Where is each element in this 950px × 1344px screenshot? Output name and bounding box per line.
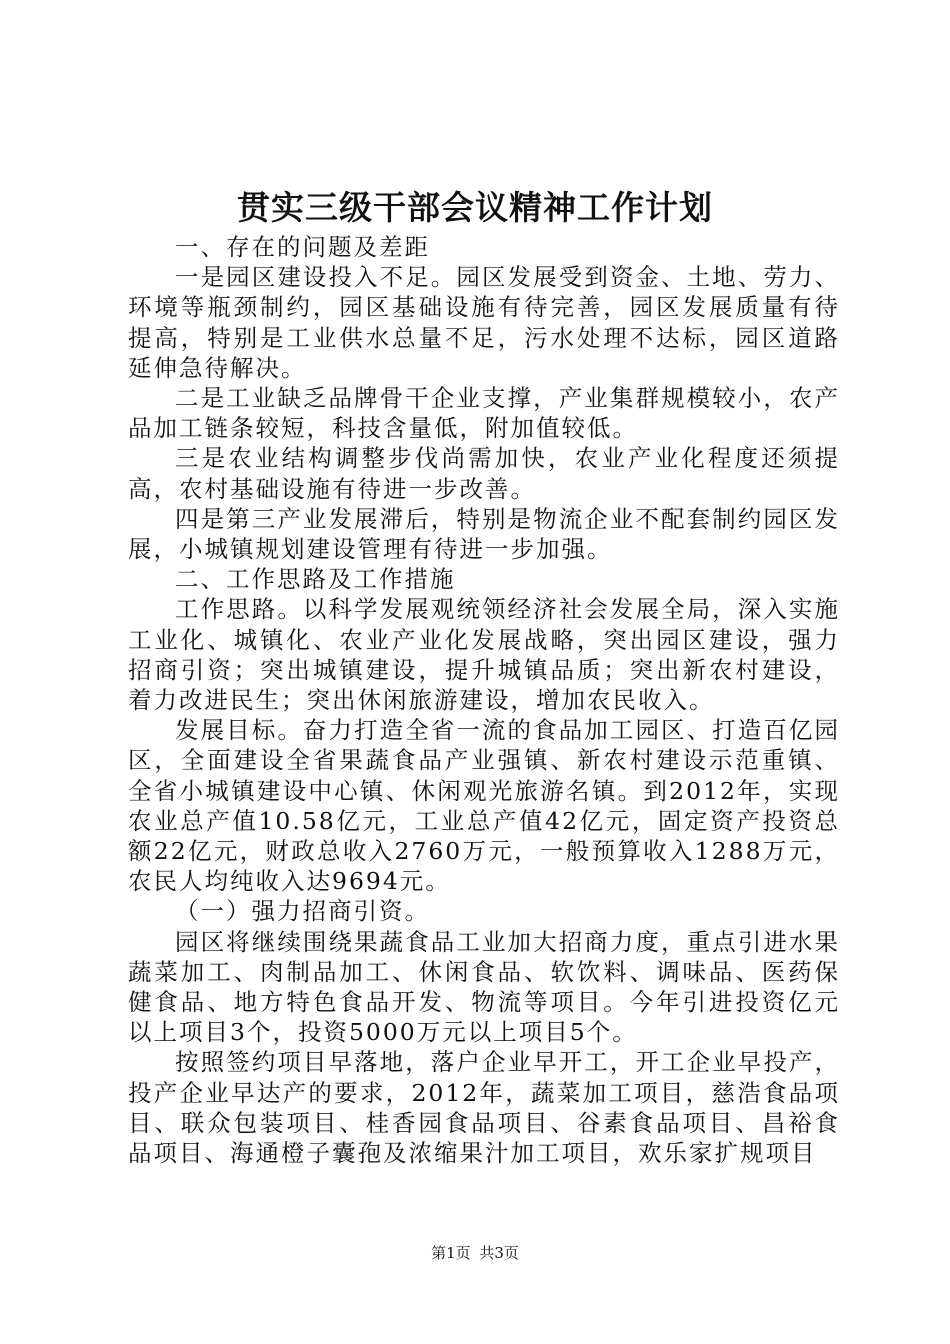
paragraph: 一是园区建设投入不足。园区发展受到资金、土地、劳力、环境等瓶颈制约，园区基础设施有待完善，园区发展质量有待提高，特别是工业供水总量不足，污水处理不达标，园区道路延伸急待解决。 xyxy=(128,263,840,382)
subsection-heading: （一）强力招商引资。 xyxy=(175,897,430,926)
paragraph: 二是工业缺乏品牌骨干企业支撑，产业集群规模较小，农产品加工链条较短，科技含量低，附加值较低。 xyxy=(128,384,840,443)
paragraph: 四是第三产业发展滞后，特别是物流企业不配套制约园区发展，小城镇规划建设管理有待进一步加强。 xyxy=(128,504,840,564)
page-title: 贯实三级干部会议精神工作计划 xyxy=(237,188,713,227)
paragraph: 园区将继续围绕果蔬食品工业加大招商力度，重点引进水果蔬菜加工、肉制品加工、休闲食品、软饮料、调味品、医药保健食品、地方特色食品开发、物流等项目。今年引进投资亿元以上项目3个，投资5000万元以上项目5个。 xyxy=(128,927,840,1047)
paragraph: 发展目标。奋力打造全省一流的食品加工园区、打造百亿园区，全面建设全省果蔬食品产业强镇、新农村建设示范重镇、全省小城镇建设中心镇、休闲观光旅游名镇。到2012年，实现农业总产值10.58亿元，工业总产值42亿元，固定资产投资总额22亿元，财政总收入2760万元，一般预算收入1288万元，农民人均纯收入达9694元。 xyxy=(128,716,840,896)
section-heading-problems: 一、存在的问题及差距 xyxy=(175,233,430,261)
page-number: 第1页 xyxy=(431,1244,471,1262)
document-body xyxy=(128,232,840,1168)
paragraph: 三是农业结构调整步伐尚需加快，农业产业化程度还须提高，农村基础设施有待进一步改善。 xyxy=(128,444,840,503)
paragraph: 按照签约项目早落地，落户企业早开工，开工企业早投产，投产企业早达产的要求，2012年，蔬菜加工项目，慈浩食品项目、联众包装项目、桂香园食品项目、谷素食品项目、昌裕食品项目、海通橙子囊孢及浓缩果汁加工项目，欢乐家扩规项目 xyxy=(128,1048,840,1168)
page-footer xyxy=(0,1243,950,1263)
page-total: 共3页 xyxy=(479,1244,519,1262)
section-heading-measures: 二、工作思路及工作措施 xyxy=(175,565,456,594)
paragraph: 工作思路。以科学发展观统领经济社会发展全局，深入实施工业化、城镇化、农业产业化发展战略，突出园区建设，强力招商引资；突出城镇建设，提升城镇品质；突出新农村建设，着力改进民生；突出休闲旅游建设，增加农民收入。 xyxy=(128,595,840,715)
